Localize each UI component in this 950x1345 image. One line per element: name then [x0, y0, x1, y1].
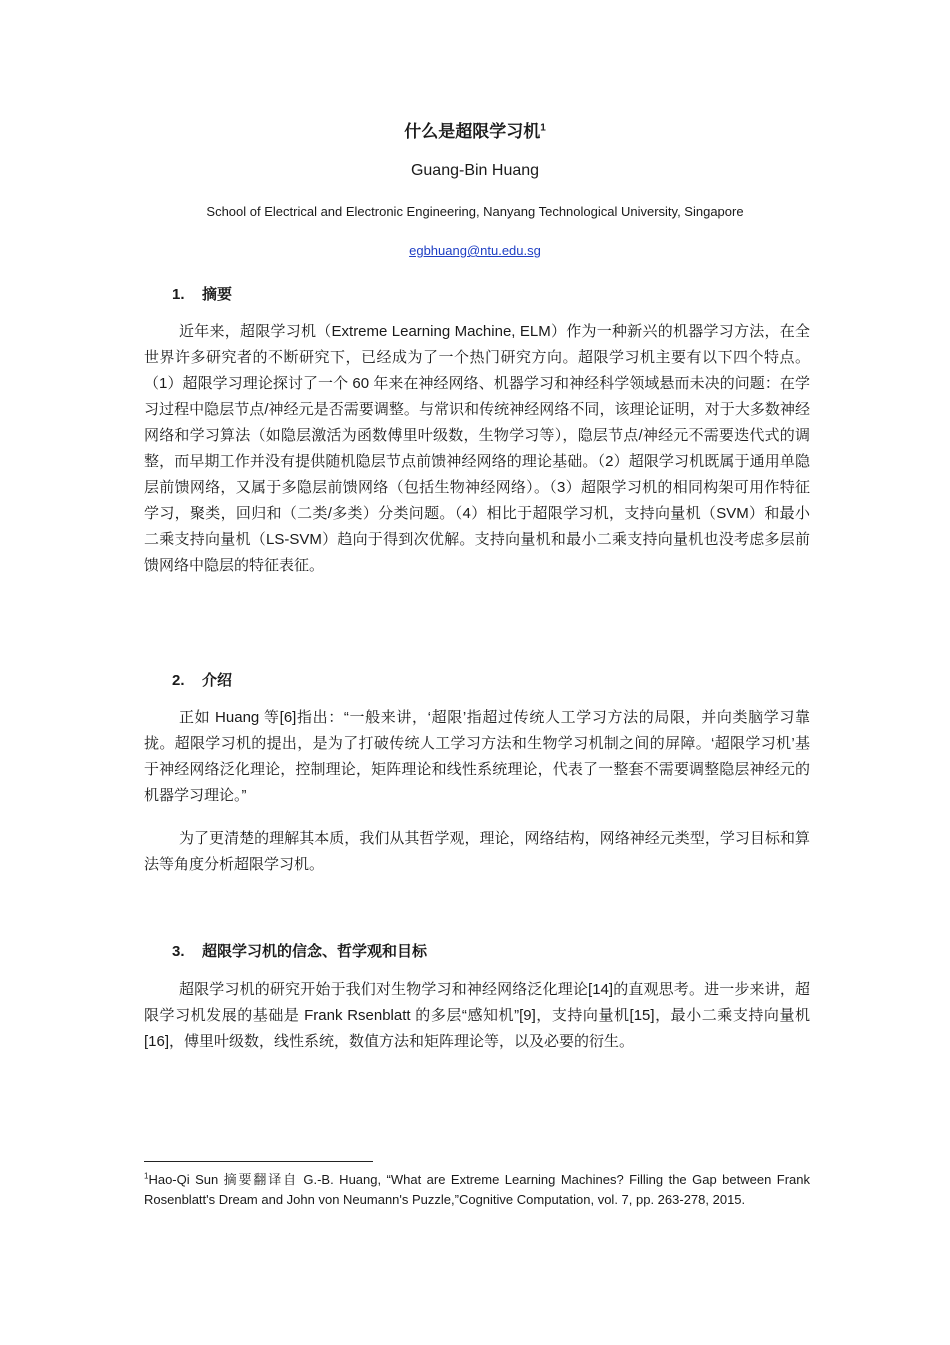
title-footnote-mark: 1 — [540, 122, 546, 134]
section-2-paragraph-1: 正如 Huang 等[6]指出：“一般来讲，‘超限’指超过传统人工学习方法的局限，并向类脑学习靠拢。超限学习机的提出，是为了打破传统人工学习方法和生物学习机制之间的屏障。‘超限学习机’基于神经网络泛化理论，控制理论，矩阵理论和线性系统理论，代表了一整套不需要调整隐层神经元的机器学习理论。” — [144, 709, 810, 804]
footnote-text: Hao-Qi Sun 摘要翻译自 G.-B. Huang, “What are Extreme Learning Machines? Filling the Gap between Frank Rosenblatt's Dream and John von Neumann's Puzzle,”Cognitive Computation, vol. 7, pp. 263-278, 2015. — [144, 1172, 810, 1207]
paper-title — [0, 117, 950, 142]
section-1-title: 摘要 — [202, 286, 233, 303]
section-2-number: 2. — [172, 672, 185, 689]
section-2-paragraph-2: 为了更清楚的理解其本质，我们从其哲学观，理论，网络结构，网络神经元类型，学习目标和算法等角度分析超限学习机。 — [144, 830, 810, 873]
footnote — [144, 1170, 810, 1210]
section-3-paragraph-1: 超限学习机的研究开始于我们对生物学习和神经网络泛化理论[14]的直观思考。进一步来讲，超限学习机发展的基础是 Frank Rsenblatt 的多层“感知机”[9]，支持向量机[15]，最小二乘支持向量机[16]，傅里叶级数，线性系统，数值方法和矩阵理论等，以及必要的衍生。 — [144, 981, 810, 1050]
section-3-title: 超限学习机的信念、哲学观和目标 — [202, 943, 428, 960]
section-1-paragraph-1: 近年来，超限学习机（Extreme Learning Machine, ELM）作为一种新兴的机器学习方法，在全世界许多研究者的不断研究下，已经成为了一个热门研究方向。超限学习机主要有以下四个特点。（1）超限学习理论探讨了一个 60 年来在神经网络、机器学习和神经科学领域悬而未决的问题：在学习过程中隐层节点/神经元是否需要调整。与常识和传统神经网络不同，该理论证明，对于大多数神经网络和学习算法（如隐层激活为函数傅里叶级数，生物学习等），隐层节点/神经元不需要迭代式的调整，而早期工作并没有提供随机隐层节点前馈神经网络的理论基础。（2）超限学习机既属于通用单隐层前馈网络，又属于多隐层前馈网络（包括生物神经网络）。（3）超限学习机的相同构架可用作特征学习，聚类，回归和（二类/多类）分类问题。（4）相比于超限学习机，支持向量机（SVM）和最小二乘支持向量机（LS-SVM）趋向于得到次优解。支持向量机和最小二乘支持向量机也没考虑多层前馈网络中隐层的特征表征。 — [144, 323, 810, 574]
title-text: 什么是超限学习机 — [404, 122, 541, 141]
author-email — [0, 243, 950, 258]
footnote-mark: 1 — [144, 1171, 149, 1181]
footnote-separator — [144, 1161, 373, 1162]
section-2-heading — [172, 669, 232, 690]
section-1-heading — [172, 283, 232, 304]
section-3-heading — [172, 940, 427, 961]
section-1-number: 1. — [172, 286, 185, 303]
author-affiliation: School of Electrical and Electronic Engineering, Nanyang Technological University, Singapore — [206, 204, 744, 219]
email-link[interactable]: egbhuang@ntu.edu.sg — [409, 243, 541, 258]
author-name: Guang-Bin Huang — [410, 162, 540, 179]
section-3-number: 3. — [172, 943, 185, 960]
section-2-title: 介绍 — [202, 672, 233, 689]
